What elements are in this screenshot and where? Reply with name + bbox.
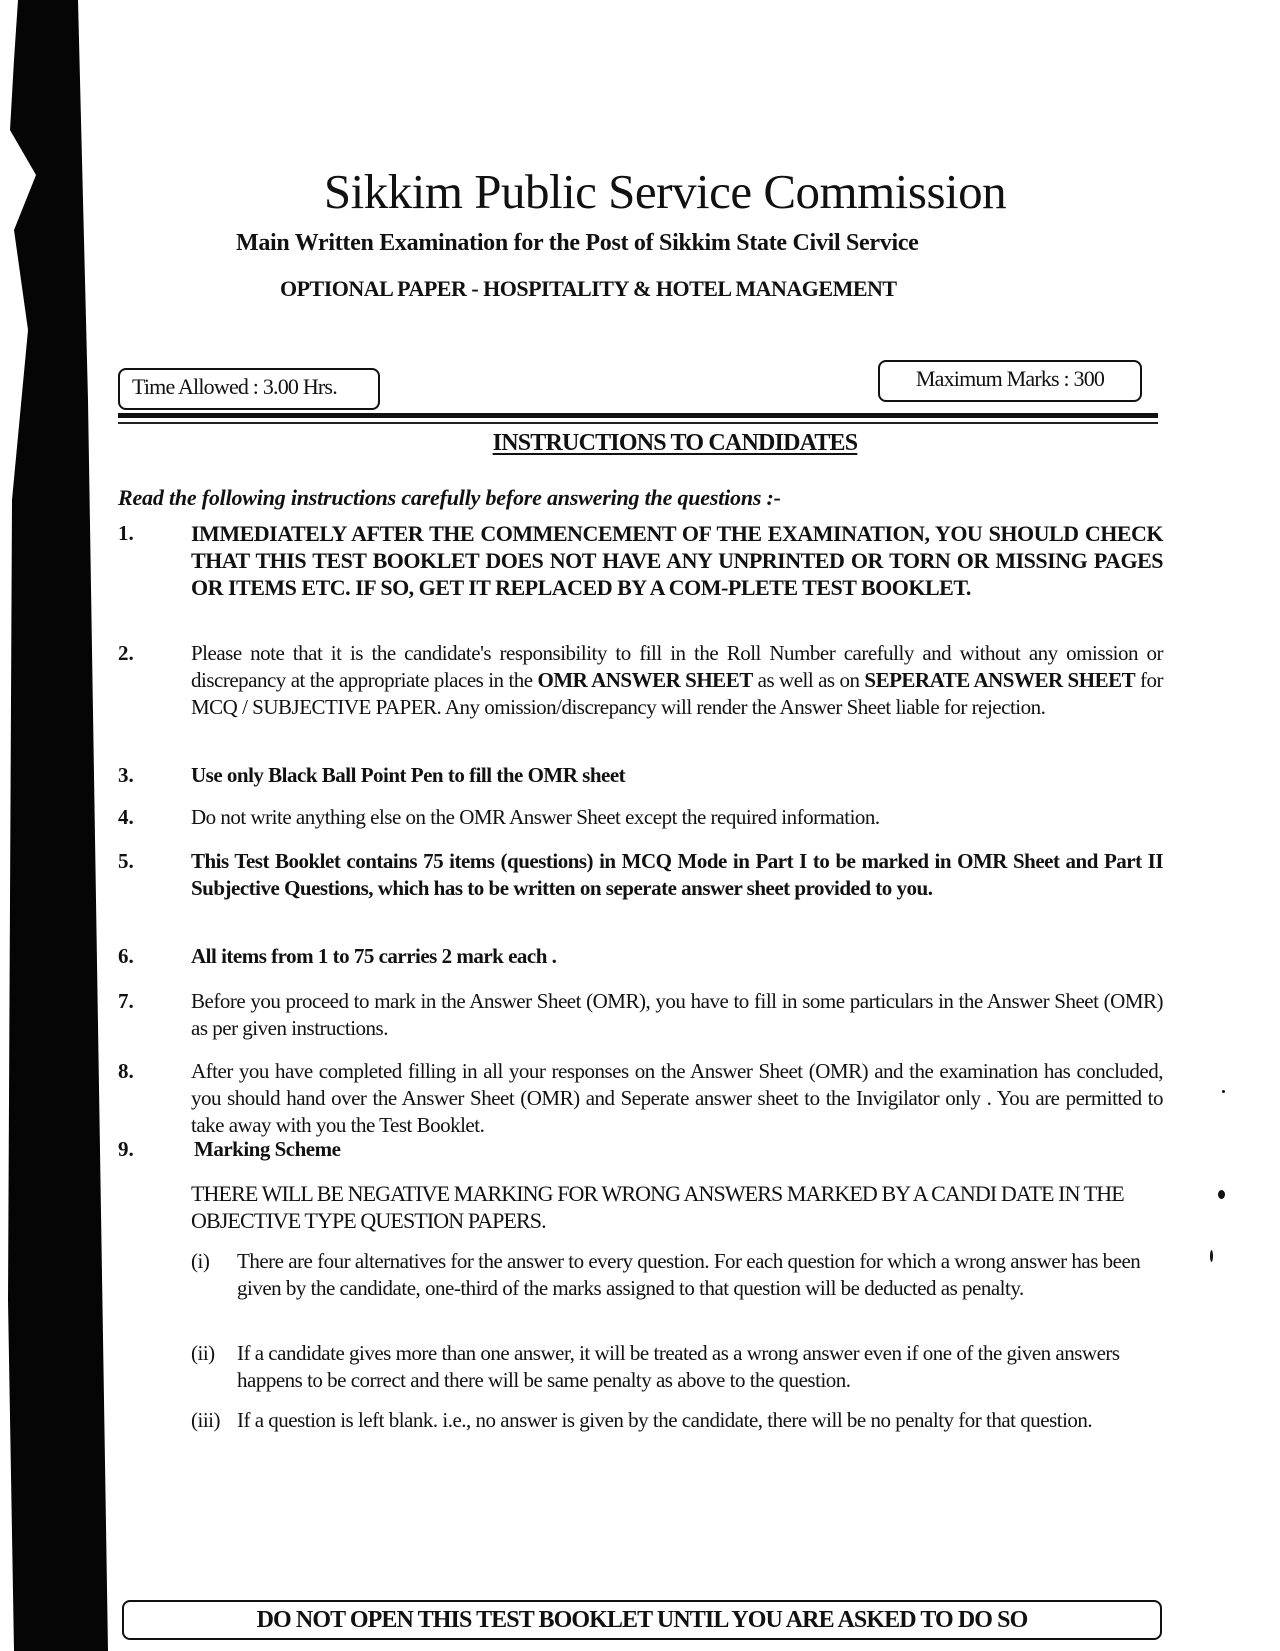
instructions-lead: Read the following instructions carefully before answering the questions :-	[118, 485, 781, 510]
item-number: 4.	[118, 805, 134, 829]
marking-scheme-heading: Marking Scheme	[194, 1137, 341, 1161]
instruction-item-2	[118, 640, 1163, 721]
point-number: (i)	[191, 1249, 210, 1273]
item-text: After you have completed filling in all your responses on the Answer Sheet (OMR) and the examination has concluded, you should hand over the Answer Sheet (OMR) and Seperate answer sheet to the Invigilator only . You are permitted to take away with you the Test Booklet.	[191, 1059, 1163, 1137]
item-number: 9.	[118, 1137, 134, 1161]
item-number: 7.	[118, 989, 134, 1013]
do-not-open-notice: DO NOT OPEN THIS TEST BOOKLET UNTIL YOU ARE ASKED TO DO SO	[122, 1600, 1162, 1640]
negative-marking-notice: THERE WILL BE NEGATIVE MARKING FOR WRONG ANSWERS MARKED BY A CANDI DATE IN THE OBJECTIVE TYPE QUESTION PAPERS.	[191, 1181, 1124, 1233]
item-text: Before you proceed to mark in the Answer Sheet (OMR), you have to fill in some particulars in the Answer Sheet (OMR) as per given instructions.	[191, 989, 1163, 1040]
scan-binding-edge	[0, 0, 108, 1651]
instruction-item-5	[118, 848, 1163, 902]
item-number: 1.	[118, 521, 134, 545]
item-number: 6.	[118, 944, 134, 968]
item-text: IMMEDIATELY AFTER THE COMMENCEMENT OF THE EXAMINATION, YOU SHOULD CHECK THAT THIS TEST BOOKLET DOES NOT HAVE ANY UNPRINTED OR TORN OR MISSING PAGES OR ITEMS ETC. IF SO, GET IT REPLACED BY A COM-PLETE TEST BOOKLET.	[191, 521, 1163, 600]
document-title: Sikkim Public Service Commission	[323, 164, 1007, 219]
scan-speck	[1222, 1090, 1225, 1093]
item-text-part: as well as on	[752, 668, 865, 692]
item-text-part: Please note that it is the candidate's responsibility to fill in the Roll Number carefully and without any omission or discrepancy at the appropriate places in the	[191, 641, 1163, 692]
scan-speck	[1218, 1190, 1225, 1199]
maximum-marks-box: Maximum Marks : 300	[878, 360, 1142, 402]
marking-scheme-intro	[118, 1180, 1163, 1234]
point-text: If a candidate gives more than one answer, it will be treated as a wrong answer even if one of the given answers happens to be correct and there will be same penalty as above to the question.	[237, 1341, 1120, 1392]
item-text: All items from 1 to 75 carries 2 mark each .	[191, 944, 557, 968]
item-number: 8.	[118, 1059, 134, 1083]
exam-subtitle: Main Written Examination for the Post of Sikkim State Civil Service	[236, 230, 919, 256]
instruction-item-8	[118, 1058, 1163, 1139]
divider-thin	[118, 422, 1158, 424]
item-number: 2.	[118, 641, 134, 665]
instruction-item-6	[118, 943, 1163, 970]
point-text: If a question is left blank. i.e., no answer is given by the candidate, there will be no penalty for that question.	[237, 1408, 1093, 1432]
instruction-item-1	[118, 520, 1163, 601]
scan-speck	[1210, 1250, 1213, 1262]
marking-point-iii	[191, 1407, 1163, 1434]
point-text: There are four alternatives for the answer to every question. For each question for which a wrong answer has been given by the candidate, one-third of the marks assigned to that question will be deducted as penalty.	[237, 1249, 1141, 1300]
instruction-item-7	[118, 988, 1163, 1042]
divider-thick	[118, 413, 1158, 418]
instructions-heading	[0, 430, 1280, 457]
paper-name: OPTIONAL PAPER - HOSPITALITY & HOTEL MANAGEMENT	[280, 276, 897, 301]
time-allowed-box: Time Allowed : 3.00 Hrs.	[118, 368, 380, 410]
point-number: (ii)	[191, 1341, 215, 1365]
instructions-heading-text: INSTRUCTIONS TO CANDIDATES	[492, 430, 858, 456]
instruction-item-4	[118, 804, 1163, 831]
separate-answer-sheet-emphasis: SEPERATE ANSWER SHEET	[864, 668, 1136, 692]
item-text	[191, 640, 1163, 721]
item-text: Do not write anything else on the OMR Answer Sheet except the required information.	[191, 805, 880, 829]
marking-point-ii	[191, 1340, 1163, 1394]
omr-answer-sheet-emphasis: OMR ANSWER SHEET	[537, 668, 753, 692]
item-number: 5.	[118, 849, 134, 873]
item-text: This Test Booklet contains 75 items (questions) in MCQ Mode in Part I to be marked in OMR Sheet and Part II Subjective Questions, which has to be written on seperate answer sheet provided to you.	[191, 849, 1163, 900]
marking-point-i	[191, 1248, 1163, 1302]
item-text-part: for MCQ / SUBJECTIVE PAPER. Any omission/discrepancy will render the Answer Sheet liable for rejection.	[191, 668, 1163, 719]
point-number: (iii)	[191, 1408, 220, 1432]
instruction-item-9	[118, 1136, 1163, 1163]
instruction-item-3	[118, 762, 1163, 789]
item-text: Use only Black Ball Point Pen to fill the OMR sheet	[191, 763, 626, 787]
item-number: 3.	[118, 763, 134, 787]
